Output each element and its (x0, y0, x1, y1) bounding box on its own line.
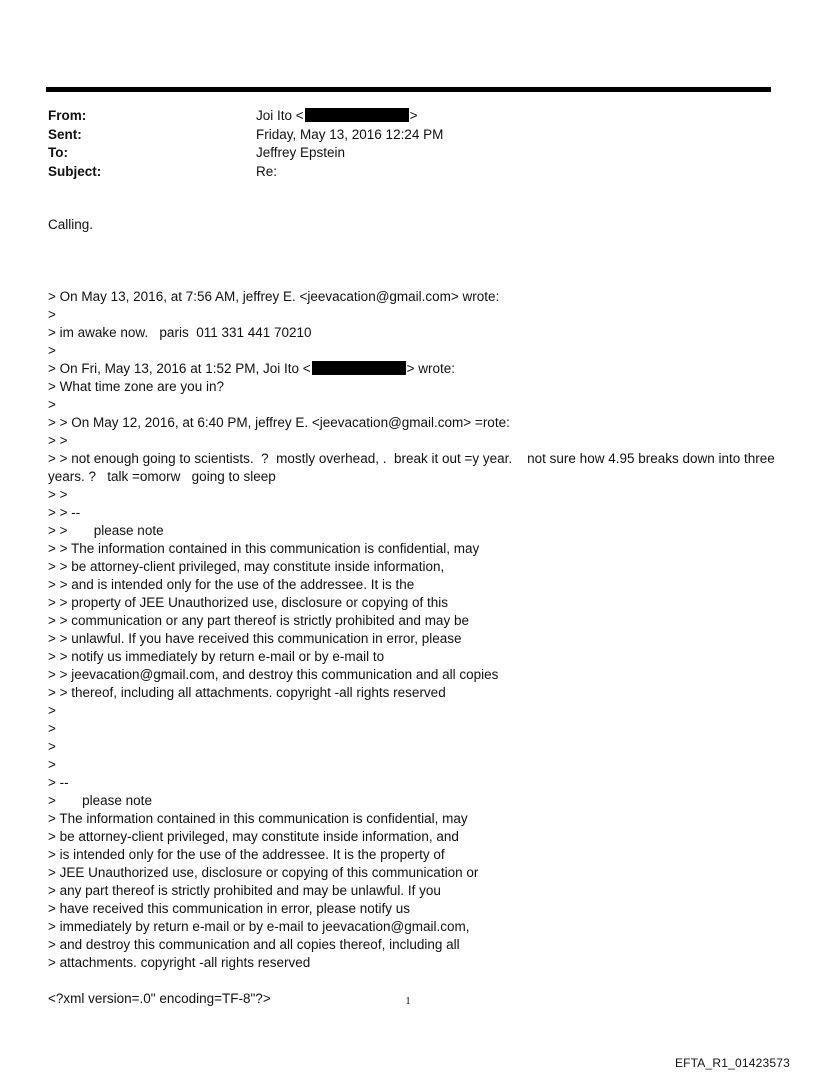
quoted-line: > > The information contained in this communication is confidential, may (48, 541, 480, 556)
subject-row (48, 163, 443, 182)
quoted-line: > -- (48, 775, 69, 790)
quoted-line: > > please note (48, 523, 164, 538)
quoted-line: > immediately by return e-mail or by e-mail to jeevacation@gmail.com, (48, 919, 470, 934)
redaction-box (305, 108, 409, 122)
quoted-line: > please note (48, 793, 152, 808)
quoted-line: > be attorney-client privileged, may constitute inside information, and (48, 829, 459, 844)
quoted-line: > What time zone are you in? (48, 379, 224, 394)
quoted-line: > > and is intended only for the use of the addressee. It is the (48, 577, 415, 592)
quoted-line: > > jeevacation@gmail.com, and destroy this communication and all copies (48, 667, 499, 682)
quoted-block-a (48, 288, 778, 360)
quoted-line: > > not enough going to scientists. ? mostly overhead, . break it out =y year. not sure how 4.95 breaks down into three years. ? talk =omorw going to sleep (48, 451, 779, 484)
sent-value: Friday, May 13, 2016 12:24 PM (256, 126, 444, 142)
quoted-line: > > communication or any part thereof is strictly prohibited and may be (48, 613, 469, 628)
quoted-line: > and destroy this communication and all copies thereof, including all (48, 937, 460, 952)
to-value: Jeffrey Epstein (256, 145, 346, 160)
quoted-line: > im awake now. paris 011 331 441 70210 (48, 325, 312, 340)
quoted-line: > is intended only for the use of the addressee. It is the property of (48, 847, 445, 862)
quoted-line: > (48, 739, 56, 754)
redaction-box (312, 361, 406, 375)
quoted-line: > have received this communication in error, please notify us (48, 901, 411, 916)
to-row (48, 144, 443, 163)
from-row (48, 107, 443, 126)
quoted-line: > On May 13, 2016, at 7:56 AM, jeffrey E. <jeevacation@gmail.com> wrote: (48, 289, 500, 304)
quoted-line: > The information contained in this communication is confidential, may (48, 811, 468, 826)
quoted-line: > > be attorney-client privileged, may constitute inside information, (48, 559, 445, 574)
from-value (256, 107, 418, 126)
from-close-bracket: > (409, 108, 418, 123)
joi-quote-prefix: > On Fri, May 13, 2016 at 1:52 PM, Joi Ito < (48, 361, 311, 376)
quoted-line: > > property of JEE Unauthorized use, disclosure or copying of this (48, 595, 448, 610)
from-name: Joi Ito < (256, 108, 304, 123)
subject-value: Re: (256, 163, 278, 179)
quoted-line: > (48, 307, 56, 322)
subject-label: Subject: (48, 163, 102, 179)
spacer (48, 234, 778, 270)
sent-row (48, 126, 443, 145)
quoted-line: > JEE Unauthorized use, disclosure or copying of this communication or (48, 865, 479, 880)
quoted-line: > (48, 397, 56, 412)
spacer (48, 972, 778, 990)
joi-quote-suffix: > wrote: (406, 361, 456, 376)
email-body (48, 216, 778, 1008)
sent-label: Sent: (48, 126, 82, 142)
quoted-line: > > thereof, including all attachments. copyright -all rights reserved (48, 685, 446, 700)
quoted-line: > (48, 757, 56, 772)
quoted-line: > > (48, 487, 68, 502)
to-label: To: (48, 145, 68, 160)
quoted-line: > > (48, 433, 68, 448)
xml-line: <?xml version=.0" encoding=TF-8"?> (48, 991, 271, 1006)
greeting-line: Calling. (48, 217, 94, 232)
quoted-line: > > On May 12, 2016, at 6:40 PM, jeffrey E. <jeevacation@gmail.com> =rote: (48, 415, 510, 430)
spacer (48, 270, 778, 288)
joi-quote-line (48, 360, 778, 378)
quoted-line: > (48, 703, 56, 718)
email-header (48, 107, 443, 181)
quoted-block-b (48, 378, 778, 972)
page-number: 1 (405, 995, 411, 1007)
quoted-line: > > notify us immediately by return e-mail or by e-mail to (48, 649, 385, 664)
document-id: EFTA_R1_01423573 (674, 1056, 790, 1070)
from-label: From: (48, 108, 87, 123)
quoted-line: > any part thereof is strictly prohibited and may be unlawful. If you (48, 883, 441, 898)
quoted-line: > (48, 343, 56, 358)
quoted-line: > > unlawful. If you have received this communication in error, please (48, 631, 462, 646)
header-rule (46, 87, 771, 92)
quoted-line: > (48, 721, 56, 736)
quoted-line: > attachments. copyright -all rights reserved (48, 955, 311, 970)
quoted-line: > > -- (48, 505, 81, 520)
